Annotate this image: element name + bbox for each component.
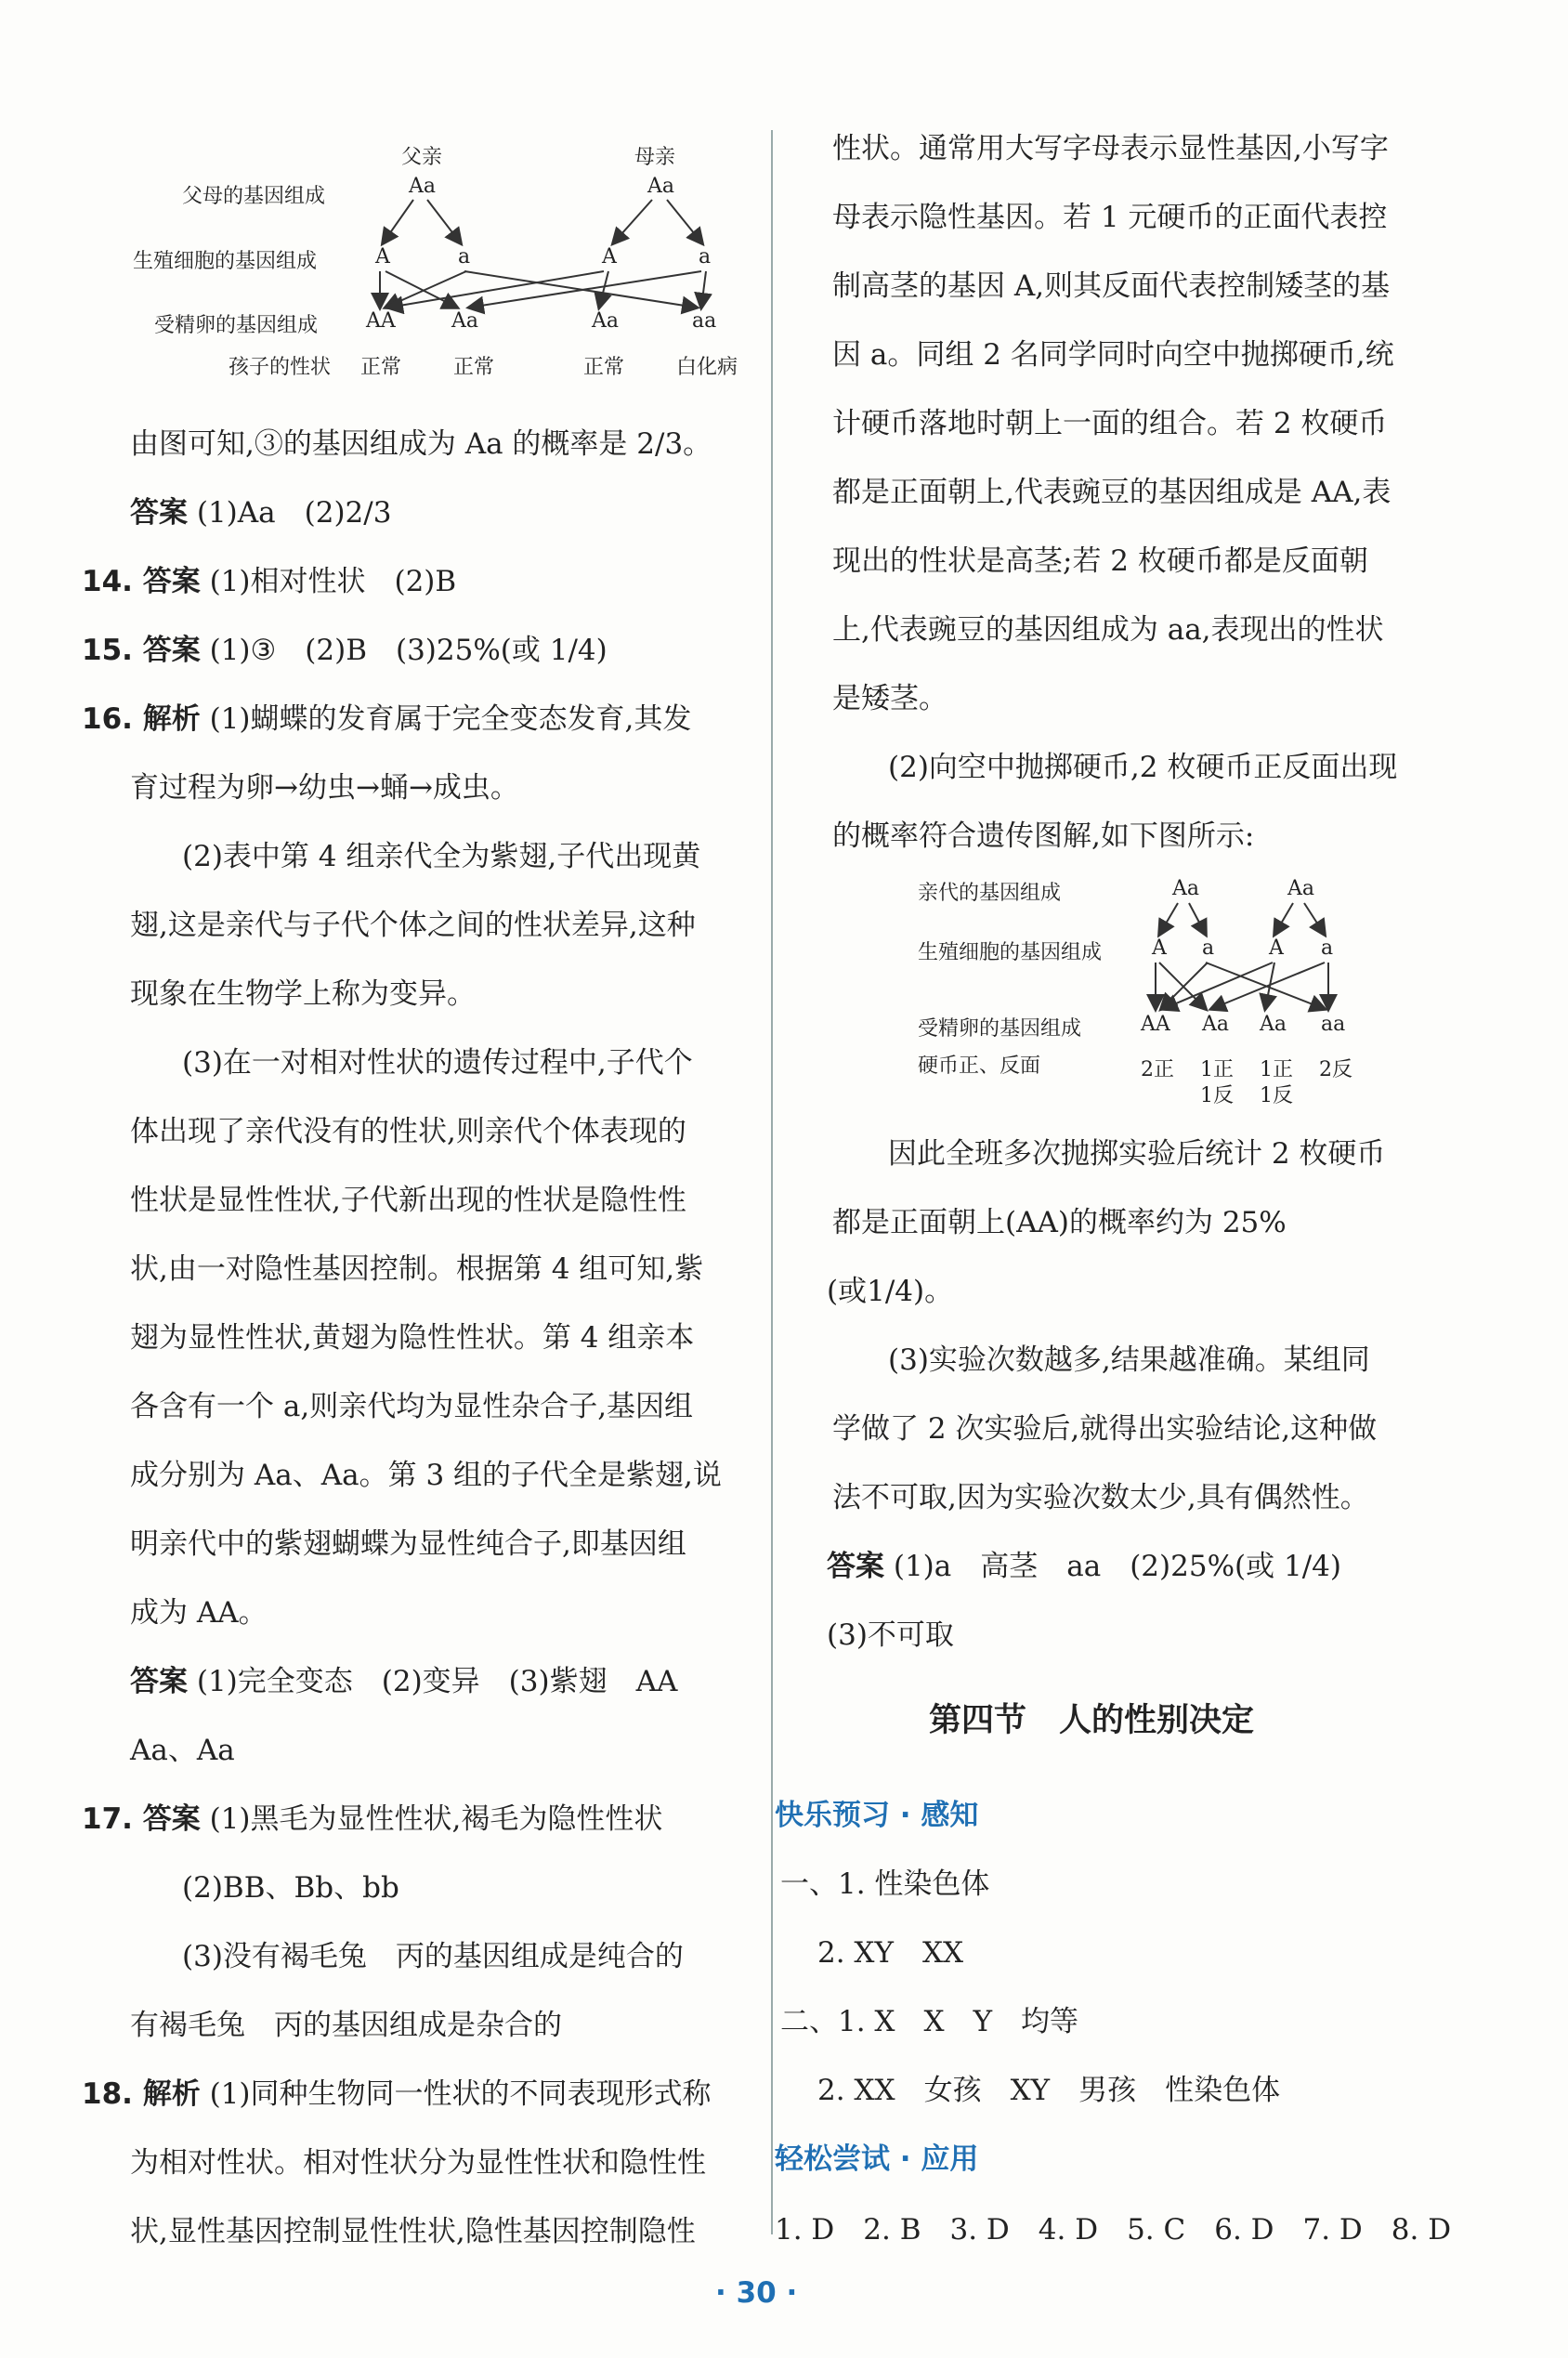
right-line-7: 现出的性状是高茎;若 2 枚硬币都是反面朝 [832, 544, 1368, 578]
d2-parent-2: Aa [1287, 877, 1315, 900]
zygote-3: Aa [592, 309, 620, 333]
right-line-3: 制高茎的基因 A,则其反面代表控制矮茎的基 [832, 269, 1391, 303]
d2-gamete-3: A [1269, 937, 1284, 960]
trait-1: 正常 [360, 356, 402, 379]
right-line-26: 2. XX 女孩 XY 男孩 性染色体 [817, 2074, 1281, 2107]
d2-zygote-3: Aa [1260, 1013, 1287, 1036]
d2-zygote-2: Aa [1202, 1013, 1230, 1036]
zygote-4: aa [692, 309, 717, 333]
q15 [82, 632, 608, 669]
right-line-24: 2. XY XX [817, 1936, 964, 1970]
q17-text: (1)黑毛为显性性状,褐毛为隐性性状 [209, 1802, 663, 1836]
left-line-2 [130, 494, 391, 531]
right-line-5: 计硬币落地时朝上一面的组合。若 2 枚硬币 [832, 407, 1388, 440]
left-line-10: (2)表中第 4 组亲代全为紫翅,子代出现黄 [182, 840, 701, 873]
q16-answer-label: 答案 [130, 1665, 188, 1698]
q16-answer [130, 1663, 677, 1700]
right-line-1: 性状。通常用大写字母表示显性基因,小写字 [832, 132, 1389, 165]
d2-coin-3b: 1反 [1260, 1084, 1293, 1107]
d2-row-label-coins: 硬币正、反面 [918, 1055, 1041, 1078]
right-line-20: (3)不可取 [827, 1618, 954, 1652]
q18-text: (1)同种生物同一性状的不同表现形式称 [209, 2077, 712, 2111]
left-line-11: 翅,这是亲代与子代个体之间的性状差异,这种 [130, 909, 696, 942]
d2-zygote-1: AA [1141, 1013, 1170, 1036]
left-line-18: 各含有一个 a,则亲代均为显性杂合子,基因组 [130, 1390, 694, 1423]
d2-parent-1: Aa [1172, 877, 1200, 900]
row-label-gametes: 生殖细胞的基因组成 [133, 250, 318, 273]
q16-text: (1)蝴蝶的发育属于完全变态发育,其发 [209, 702, 692, 736]
q15-text: (1)③ (2)B (3)25%(或 1/4) [209, 634, 608, 667]
right-answer-text: (1)a 高茎 aa (2)25%(或 1/4) [893, 1550, 1341, 1583]
left-line-28: (3)没有褐毛兔 丙的基因组成是纯合的 [182, 1940, 684, 1973]
left-line-17: 翅为显性性状,黄翅为隐性性状。第 4 组亲本 [130, 1321, 695, 1355]
q17-label: 17. 答案 [82, 1802, 201, 1836]
diagram2-arrows [1096, 892, 1393, 1022]
q14-text: (1)相对性状 (2)B [209, 565, 457, 598]
d2-zygote-4: aa [1321, 1013, 1346, 1036]
q17 [82, 1801, 662, 1838]
right-line-2: 母表示隐性基因。若 1 元硬币的正面代表控 [832, 201, 1388, 234]
d2-gamete-4: a [1321, 937, 1334, 960]
left-line-27: (2)BB、Bb、bb [182, 1871, 399, 1905]
q16 [82, 701, 691, 738]
subsection-preview: 快乐预习 · 感知 [775, 1799, 979, 1832]
right-line-15: (3)实验次数越多,结果越准确。某组同 [888, 1343, 1370, 1377]
gamete-2: a [458, 245, 471, 269]
q14-label: 14. 答案 [82, 565, 201, 598]
page-number: · 30 · [715, 2276, 798, 2310]
right-line-8: 上,代表豌豆的基因组成为 aa,表现出的性状 [832, 613, 1384, 647]
d2-row-label-gametes: 生殖细胞的基因组成 [918, 941, 1103, 964]
right-line-16: 学做了 2 次实验后,就得出实验结论,这种做 [832, 1412, 1378, 1446]
right-line-13: 都是正面朝上(AA)的概率约为 25% [832, 1206, 1287, 1239]
q16-answer-text: (1)完全变态 (2)变异 (3)紫翅 AA [196, 1665, 678, 1698]
right-line-12: 因此全班多次抛掷实验后统计 2 枚硬币 [888, 1137, 1386, 1171]
left-line-13: (3)在一对相对性状的遗传过程中,子代个 [182, 1046, 693, 1080]
left-line-12: 现象在生物学上称为变异。 [130, 977, 476, 1011]
q16-label: 16. 解析 [82, 702, 201, 736]
d2-gamete-1: A [1152, 937, 1167, 960]
right-line-23: 一、1. 性染色体 [780, 1867, 990, 1901]
right-line-14: (或1/4)。 [827, 1275, 954, 1308]
answer-text: (1)Aa (2)2/3 [196, 496, 392, 530]
left-line-15: 性状是显性性状,子代新出现的性状是隐性性 [130, 1184, 686, 1217]
right-line-11: 的概率符合遗传图解,如下图所示: [832, 819, 1255, 853]
mother-label: 母亲 [634, 146, 676, 169]
right-line-28: 1. D 2. B 3. D 4. D 5. C 6. D 7. D 8. D [775, 2213, 1452, 2247]
left-line-32: 为相对性状。相对性状分为显性性状和隐性性 [130, 2146, 706, 2180]
q14 [82, 563, 456, 600]
d2-coin-2: 1正 [1200, 1058, 1234, 1081]
column-divider [771, 130, 773, 2234]
mother-genotype: Aa [647, 175, 675, 198]
gamete-4: a [699, 245, 712, 269]
trait-2: 正常 [453, 356, 495, 379]
gamete-1: A [375, 245, 390, 269]
q15-label: 15. 答案 [82, 634, 201, 667]
right-line-25: 二、1. X X Y 均等 [780, 2005, 1079, 2038]
right-line-10: (2)向空中抛掷硬币,2 枚硬币正反面出现 [888, 751, 1398, 784]
left-line-33: 状,显性基因控制显性性状,隐性基因控制隐性 [130, 2215, 696, 2248]
trait-4: 白化病 [676, 356, 738, 379]
left-line-24: Aa、Aa [130, 1734, 235, 1767]
diagram1-arrows [0, 0, 790, 390]
section-title: 第四节 人的性别决定 [929, 1702, 1255, 1739]
right-line-4: 因 a。同组 2 名同学同时向空中抛掷硬币,统 [832, 338, 1394, 372]
trait-3: 正常 [583, 356, 625, 379]
row-label-parents: 父母的基因组成 [182, 185, 326, 208]
q18-label: 18. 解析 [82, 2077, 201, 2111]
d2-row-label-parents: 亲代的基因组成 [918, 882, 1062, 905]
q18 [82, 2076, 712, 2113]
right-line-6: 都是正面朝上,代表豌豆的基因组成是 AA,表 [832, 476, 1392, 509]
d2-gamete-2: a [1202, 937, 1215, 960]
d2-coin-1: 2正 [1141, 1058, 1174, 1081]
right-answer-label: 答案 [827, 1550, 884, 1583]
father-genotype: Aa [409, 175, 437, 198]
left-line-19: 成分别为 Aa、Aa。第 3 组的子代全是紫翅,说 [130, 1459, 722, 1492]
left-line-14: 体出现了亲代没有的性状,则亲代个体表现的 [130, 1115, 686, 1148]
zygote-1: AA [366, 309, 396, 333]
d2-row-label-zygotes: 受精卵的基因组成 [918, 1017, 1082, 1041]
row-label-zygotes: 受精卵的基因组成 [154, 314, 319, 337]
d2-coin-4: 2反 [1319, 1058, 1352, 1081]
gamete-3: A [602, 245, 617, 269]
left-line-21: 成为 AA。 [130, 1596, 268, 1630]
left-line-1: 由图可知,③的基因组成为 Aa 的概率是 2/3。 [130, 427, 712, 461]
left-line-20: 明亲代中的紫翅蝴蝶为显性纯合子,即基因组 [130, 1527, 686, 1561]
left-line-29: 有褐毛兔 丙的基因组成是杂合的 [130, 2009, 562, 2042]
d2-coin-3: 1正 [1260, 1058, 1293, 1081]
row-label-traits: 孩子的性状 [229, 356, 332, 379]
left-line-9: 育过程为卵→幼虫→蛹→成虫。 [130, 771, 519, 805]
zygote-2: Aa [451, 309, 479, 333]
subsection-practice: 轻松尝试 · 应用 [775, 2142, 979, 2176]
answer-label: 答案 [130, 496, 188, 530]
right-line-9: 是矮茎。 [832, 682, 947, 715]
left-line-16: 状,由一对隐性基因控制。根据第 4 组可知,紫 [130, 1252, 704, 1286]
right-line-17: 法不可取,因为实验次数太少,具有偶然性。 [832, 1481, 1369, 1514]
father-label: 父亲 [401, 146, 443, 169]
right-answer [827, 1548, 1341, 1585]
d2-coin-2b: 1反 [1200, 1084, 1234, 1107]
